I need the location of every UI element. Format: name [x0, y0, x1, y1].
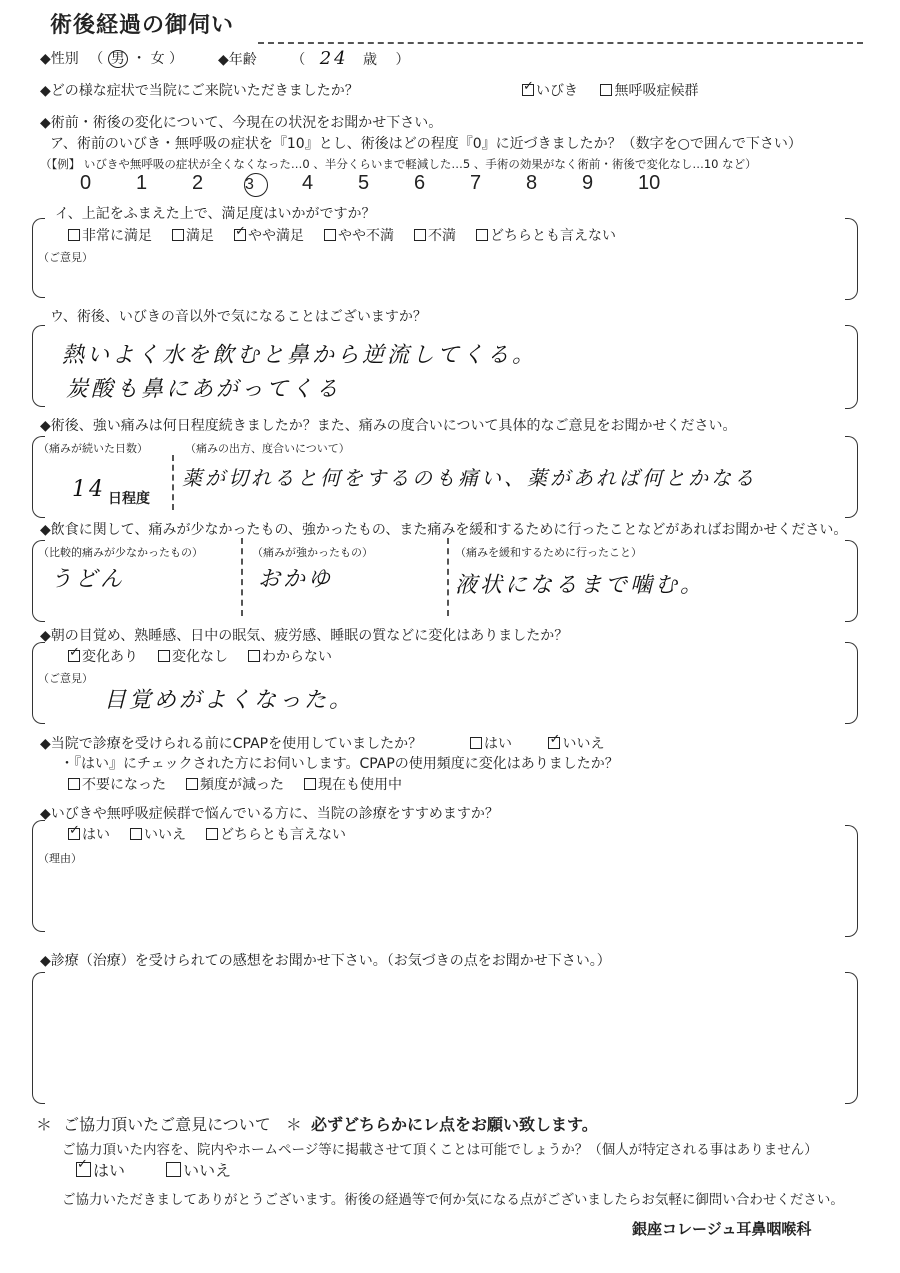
scale-number[interactable]: 5 [358, 172, 370, 194]
column-divider [447, 538, 449, 616]
food-question: ◆飲食に関して、痛みが少なかったもの、強かったもの、また痛みを緩和するために行ったことなどがあればお聞かせください。 [40, 522, 848, 538]
pain-days-label: （痛みが続いた日数） [38, 442, 148, 455]
scale-number[interactable]: 0 [80, 172, 92, 194]
title-divider [258, 42, 863, 44]
apnea-checkbox[interactable] [600, 84, 612, 96]
bracket-left [32, 218, 45, 298]
other-answer-line2: 炭酸も鼻にあがってくる [66, 377, 342, 402]
sleep-options [68, 646, 352, 666]
option-label: どちらとも言えない [490, 228, 616, 244]
option-checkbox[interactable] [324, 229, 336, 241]
bracket-right [845, 325, 858, 409]
cpap-yes-checkbox[interactable] [470, 737, 482, 749]
bracket-right [845, 540, 858, 622]
recommend-question: ◆いびきや無呼吸症候群で悩んでいる方に、当院の診療をすすめますか？ [40, 806, 499, 822]
bracket-left [32, 972, 45, 1104]
recommend-options [68, 824, 366, 844]
scale-number[interactable]: 3 [244, 173, 268, 197]
bracket-left [32, 642, 45, 724]
clinic-name: 銀座コレージュ耳鼻咽喉科 [632, 1220, 812, 1238]
pain-question: ◆術後、強い痛みは何日程度続きましたか？また、痛みの度合いについて具体的なご意見をお聞かせください。 [40, 418, 737, 434]
scale-number[interactable]: 2 [192, 172, 204, 194]
option-checkbox[interactable] [172, 229, 184, 241]
footer-heading: ＊ ご協力頂いたご意見について ＊ 必ずどちらかにレ点をお願い致します。 [36, 1115, 598, 1134]
page-title: 術後経過の御伺い [50, 13, 235, 38]
bracket-left [32, 540, 45, 622]
option-label: やや満足 [248, 228, 304, 244]
footer-thanks: ご協力いただきましてありがとうございます。術後の経過等で何か気になる点がございましたらお気軽に御問い合わせください。 [62, 1192, 844, 1208]
sleep-opinion-label: （ご意見） [38, 672, 93, 685]
satisfaction-question: イ、上記をふまえた上で、満足度はいかがですか？ [55, 206, 376, 222]
gender-male-option[interactable]: 男 [108, 50, 128, 68]
column-divider [172, 455, 174, 510]
option-label: 頻度が減った [200, 777, 284, 793]
scale-number[interactable]: 6 [414, 172, 426, 194]
option-label: 現在も使用中 [318, 777, 402, 793]
age-row: ◆年齢 （ 24 歳 ） [218, 48, 410, 69]
column-divider [241, 538, 243, 616]
option-checkbox[interactable] [476, 229, 488, 241]
option-label: 不要になった [82, 777, 166, 793]
option-label: 非常に満足 [82, 228, 152, 244]
food-col1-label: （比較的痛みが少なかったもの） [38, 546, 203, 559]
option-checkbox[interactable] [158, 650, 170, 662]
publish-yes-checkbox[interactable] [76, 1162, 91, 1177]
pain-days-value: 14 [72, 477, 106, 502]
other-answer-line1: 熱いよく水を飲むと鼻から逆流してくる。 [62, 343, 538, 368]
option-label: 変化あり [82, 649, 138, 665]
gender-row: ◆性別 （ 男 ・ 女 ） [40, 51, 184, 67]
scale-number[interactable]: 4 [302, 172, 314, 194]
other-question: ウ、術後、いびきの音以外で気になることはございますか？ [50, 309, 427, 325]
pain-days-unit: 日程度 [108, 491, 150, 507]
option-label: 満足 [186, 228, 214, 244]
option-label: いいえ [144, 827, 186, 843]
scale-number[interactable]: 10 [638, 172, 661, 194]
bracket-left [32, 436, 45, 518]
bracket-right [845, 642, 858, 724]
sleep-question: ◆朝の目覚め、熟睡感、日中の眠気、疲労感、睡眠の質などに変化はありましたか？ [40, 628, 569, 644]
cpap-no-checkbox[interactable] [548, 737, 560, 749]
cpap-sub-options [68, 774, 422, 794]
bracket-right [845, 436, 858, 518]
cpap-sub-question: ・『はい』にチェックされた方にお伺いします。CPAPの使用頻度に変化はありましたか？ [60, 756, 619, 772]
bracket-right [845, 825, 858, 937]
option-label: どちらとも言えない [220, 827, 346, 843]
option-checkbox[interactable] [130, 828, 142, 840]
option-label: わからない [262, 649, 332, 665]
publish-options: ✓はい いいえ [76, 1158, 231, 1181]
change-sub-a: ア、術前のいびき・無呼吸の症状を『10』とし、術後はどの程度『0』に近づきましたか？（数字を○で囲んで下さい） [50, 136, 802, 152]
pain-detail-label: （痛みの出方、度合いについて） [185, 442, 350, 455]
cpap-question: ◆当院で診療を受けられる前にCPAPを使用していましたか？ [40, 736, 423, 752]
option-checkbox[interactable] [186, 778, 198, 790]
change-example: （【例】 いびきや無呼吸の症状が全くなくなった…0 、半分くらいまで軽減した…5 、手術の効果がなく術前・術後で変化なし…10 など） [40, 157, 757, 171]
option-checkbox[interactable] [304, 778, 316, 790]
option-label: はい [82, 827, 110, 843]
satisfaction-options [68, 225, 636, 245]
option-checkbox[interactable] [206, 828, 218, 840]
symptom-options: ✓ いびき 無呼吸症候群 [522, 80, 698, 100]
option-checkbox[interactable] [68, 828, 80, 840]
option-checkbox[interactable] [234, 229, 246, 241]
footer-question: ご協力頂いた内容を、院内やホームページ等に掲載させて頂くことは可能でしょうか？（個人が特定される事はありません） [62, 1142, 818, 1158]
option-label: 変化なし [172, 649, 228, 665]
option-checkbox[interactable] [68, 650, 80, 662]
age-value[interactable]: 24 [319, 48, 349, 69]
bracket-left [32, 325, 45, 407]
bracket-left [32, 820, 45, 932]
pain-detail-answer: 薬が切れると何をするのも痛い、薬があれば何とかなる [182, 466, 757, 490]
option-checkbox[interactable] [414, 229, 426, 241]
scale-number[interactable]: 1 [136, 172, 148, 194]
food-col2-answer: おかゆ [258, 567, 334, 592]
bracket-right [845, 972, 858, 1104]
bracket-right [845, 218, 858, 300]
scale-number[interactable]: 7 [470, 172, 482, 194]
gender-female-option[interactable]: 女 [150, 51, 165, 67]
symptom-question: ◆どの様な症状で当院にご来院いただきましたか？ [40, 83, 359, 99]
impression-question: ◆診療（治療）を受けられての感想をお聞かせ下さい。（お気づきの点をお聞かせ下さい。） [40, 953, 611, 969]
publish-no-checkbox[interactable] [166, 1162, 181, 1177]
option-label: やや不満 [338, 228, 394, 244]
snoring-checkbox[interactable] [522, 84, 534, 96]
food-col3-answer: 液状になるまで噛む。 [455, 573, 706, 598]
satisfaction-opinion-label: （ご意見） [38, 251, 93, 264]
option-label: 不満 [428, 228, 456, 244]
food-col1-answer: うどん [50, 567, 126, 592]
food-col2-label: （痛みが強かったもの） [252, 546, 373, 559]
improvement-scale [80, 172, 678, 197]
option-checkbox[interactable] [68, 229, 80, 241]
change-question: ◆術前・術後の変化について、今現在の状況をお聞かせ下さい。 [40, 115, 443, 131]
scale-number[interactable]: 9 [582, 172, 594, 194]
cpap-options: はい ✓ いいえ [470, 733, 604, 753]
sleep-answer: 目覚めがよくなった。 [104, 688, 355, 713]
option-checkbox[interactable] [248, 650, 260, 662]
food-col3-label: （痛みを緩和するために行ったこと） [455, 546, 642, 559]
scale-number[interactable]: 8 [526, 172, 538, 194]
option-checkbox[interactable] [68, 778, 80, 790]
recommend-reason-label: （理由） [38, 852, 82, 865]
